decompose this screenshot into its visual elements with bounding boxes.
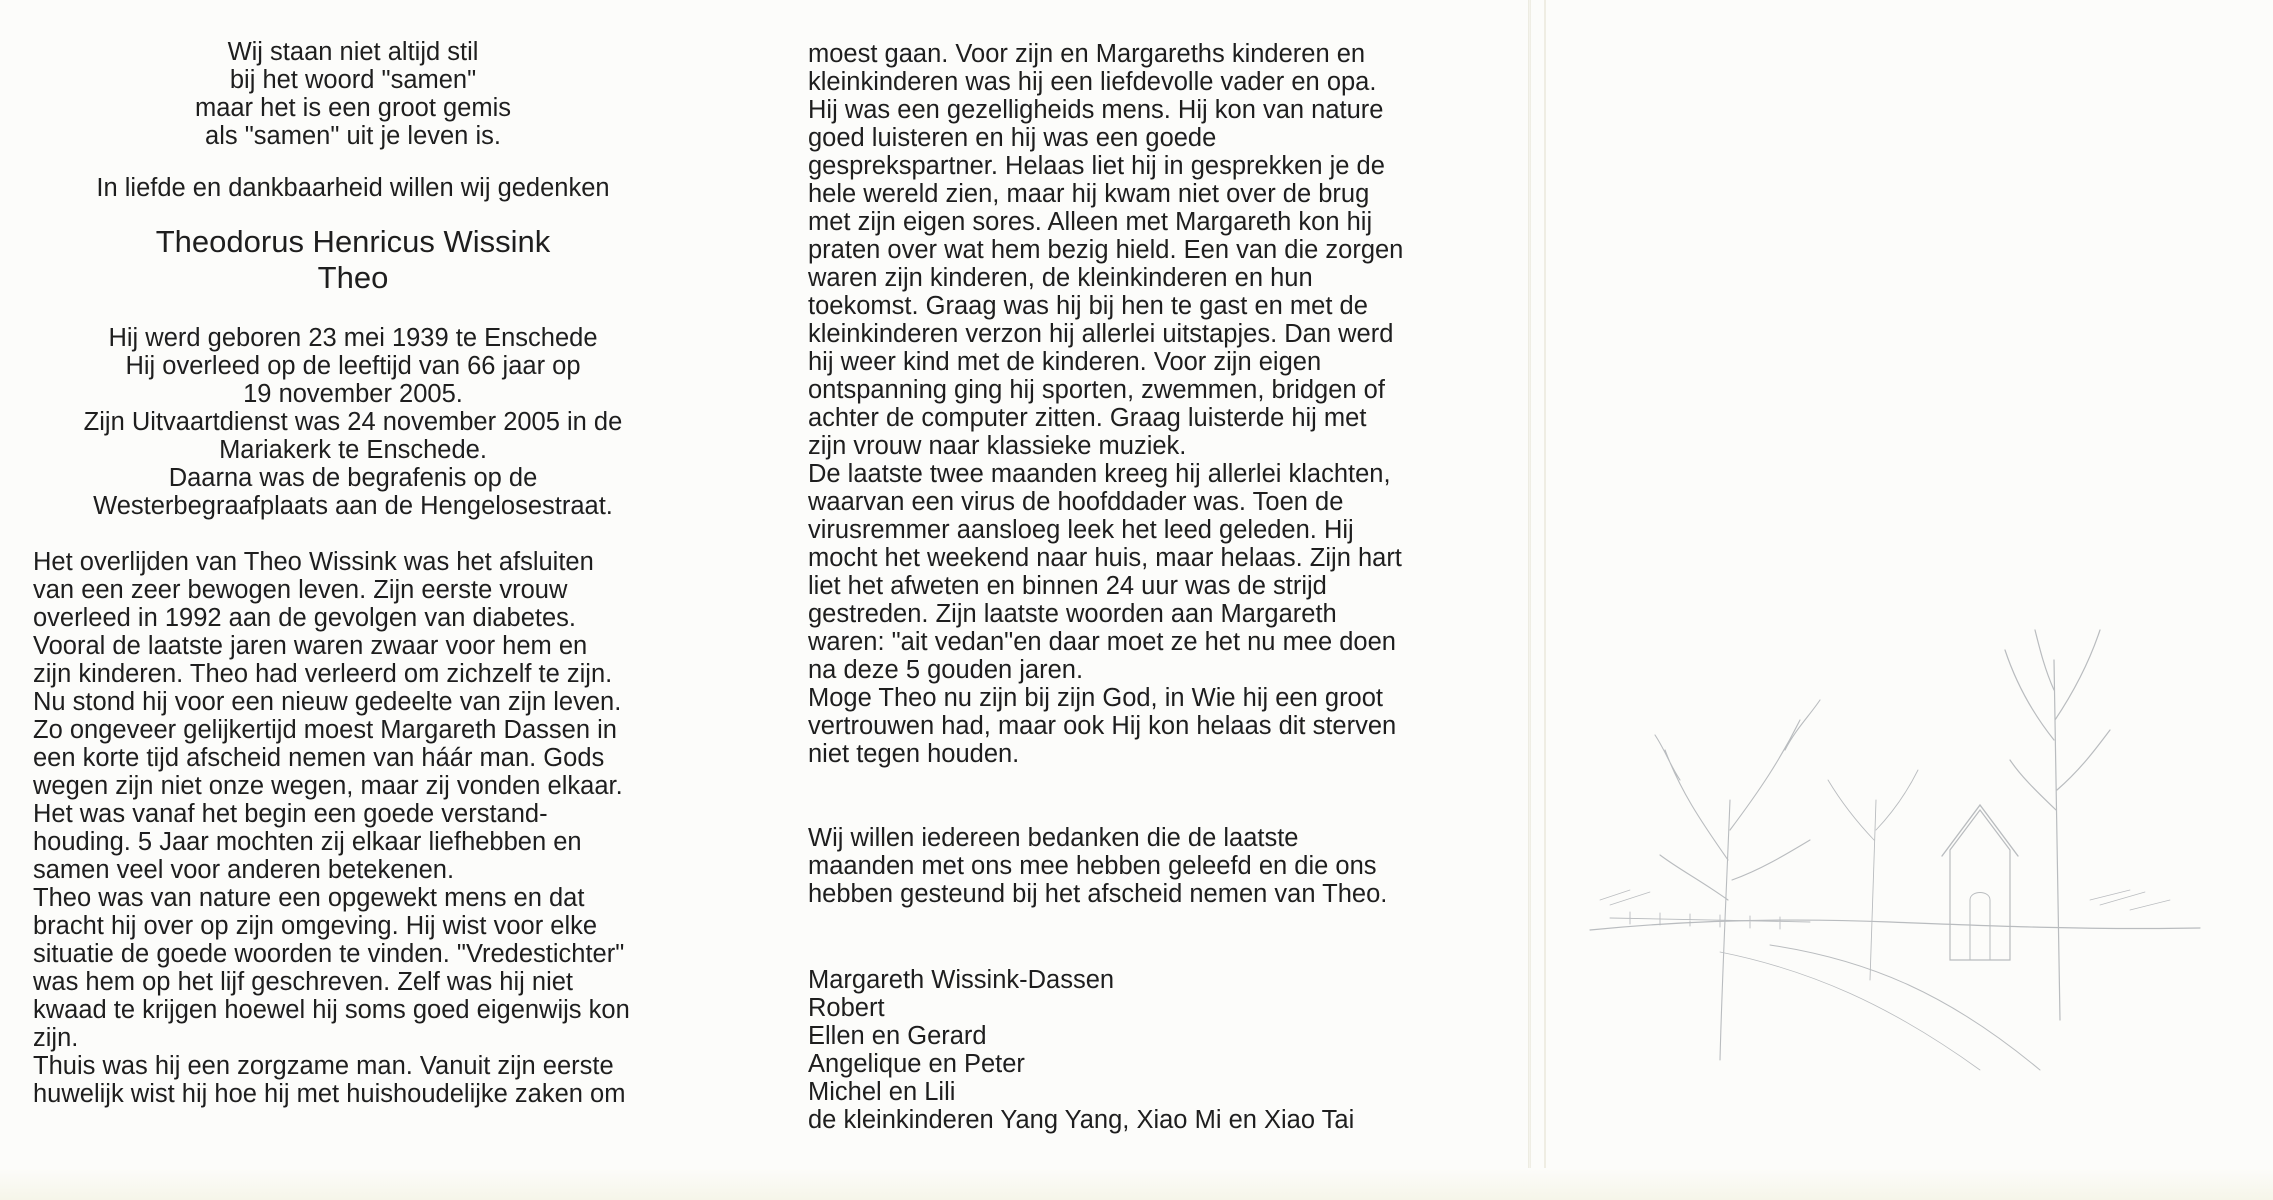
fact-line: Zijn Uitvaartdienst was 24 november 2005 in de bbox=[83, 408, 623, 436]
bio-line: Het overlijden van Theo Wissink was het afsluiten bbox=[33, 548, 594, 576]
bio-line: toekomst. Graag was hij bij hen te gast en met de bbox=[808, 292, 1368, 320]
bio-line: samen veel voor anderen betekenen. bbox=[33, 856, 455, 884]
bio-line: wegen zijn niet onze wegen, maar zij vonden elkaar. bbox=[33, 772, 623, 800]
fold-line-shadow bbox=[1544, 0, 1546, 1200]
bio-line: kleinkinderen was hij een liefdevolle vader en opa. bbox=[808, 68, 1377, 96]
family-member: Robert bbox=[808, 994, 885, 1022]
bio-line: was hem op het lijf geschreven. Zelf was hij niet bbox=[33, 968, 574, 996]
bio-line: liet het afweten en binnen 24 uur was de strijd bbox=[808, 572, 1327, 600]
bio-line: praten over wat hem bezig hield. Een van die zorgen bbox=[808, 236, 1404, 264]
thanks-line: Wij willen iedereen bedanken die de laatste bbox=[808, 824, 1299, 852]
sketch-chapel-door bbox=[1970, 893, 1990, 961]
thanks-line: maanden met ons mee hebben geleefd en die ons bbox=[808, 852, 1377, 880]
bio-line: zijn vrouw naar klassieke muziek. bbox=[808, 432, 1187, 460]
bio-line: zijn. bbox=[33, 1024, 79, 1052]
bio-line: bracht hij over op zijn omgeving. Hij wist voor elke bbox=[33, 912, 598, 940]
sketch-fence bbox=[1610, 912, 1810, 929]
sketch-hatching bbox=[1600, 890, 2170, 910]
bio-line: met zijn eigen sores. Alleen met Margareth kon hij bbox=[808, 208, 1373, 236]
bio-line: mocht het weekend naar huis, maar helaas. Zijn hart bbox=[808, 544, 1402, 572]
fold-line bbox=[1528, 0, 1531, 1200]
family-signatures bbox=[808, 966, 1448, 1134]
paper-edge bbox=[0, 1168, 2273, 1200]
bio-line: Thuis was hij een zorgzame man. Vanuit zijn eerste bbox=[33, 1052, 614, 1080]
bio-line: De laatste twee maanden kreeg hij allerlei klachten, bbox=[808, 460, 1391, 488]
bio-line: ontspanning ging hij sporten, zwemmen, bridgen of bbox=[808, 376, 1385, 404]
left-column bbox=[33, 38, 673, 1108]
bio-line: na deze 5 gouden jaren. bbox=[808, 656, 1084, 684]
deceased-name bbox=[33, 224, 673, 296]
bio-line: kwaad te krijgen hoewel hij soms goed eigenwijs kon bbox=[33, 996, 630, 1024]
bio-line: Vooral de laatste jaren waren zwaar voor hem en bbox=[33, 632, 588, 660]
bio-line: gesprekspartner. Helaas liet hij in gesprekken je de bbox=[808, 152, 1385, 180]
full-name: Theodorus Henricus Wissink bbox=[155, 224, 551, 259]
sketch-ground bbox=[1590, 920, 2200, 930]
sketch-path bbox=[1770, 945, 2040, 1070]
biography-left bbox=[33, 548, 673, 1108]
poem-line: als "samen" uit je leven is. bbox=[205, 122, 501, 150]
bio-line: waren zijn kinderen, de kleinkinderen en hun bbox=[808, 264, 1313, 292]
sketch-path bbox=[1720, 952, 1980, 1070]
bio-line: goed luisteren en hij was een goede bbox=[808, 124, 1217, 152]
bio-line: zijn kinderen. Theo had verleerd om zichzelf te zijn. bbox=[33, 660, 613, 688]
bio-line: virusremmer aansloeg leek het leed geleden. Hij bbox=[808, 516, 1354, 544]
bio-line: Moge Theo nu zijn bij zijn God, in Wie hij een groot bbox=[808, 684, 1384, 712]
bio-line: gestreden. Zijn laatste woorden aan Margareth bbox=[808, 600, 1337, 628]
sketch-tree bbox=[1655, 700, 1820, 1060]
bio-line: houding. 5 Jaar mochten zij elkaar liefhebben en bbox=[33, 828, 582, 856]
fact-line: Mariakerk te Enschede. bbox=[219, 436, 487, 464]
bio-line: overleed in 1992 aan de gevolgen van diabetes. bbox=[33, 604, 577, 632]
bio-line: situatie de goede woorden te vinden. "Vredestichter" bbox=[33, 940, 625, 968]
fact-line: Westerbegraafplaats aan de Hengelosestraat. bbox=[93, 492, 613, 520]
bio-line: moest gaan. Voor zijn en Margareths kinderen en bbox=[808, 40, 1366, 68]
bio-line: vertrouwen had, maar ook Hij kon helaas dit sterven bbox=[808, 712, 1397, 740]
poem-line: Wij staan niet altijd stil bbox=[227, 38, 479, 66]
bio-line: hele wereld zien, maar hij kwam niet over de brug bbox=[808, 180, 1370, 208]
bio-line: hij weer kind met de kinderen. Voor zijn eigen bbox=[808, 348, 1322, 376]
biography-right bbox=[808, 40, 1448, 768]
fact-line: 19 november 2005. bbox=[243, 380, 463, 408]
bio-line: waarvan een virus de hoofddader was. Toen de bbox=[808, 488, 1344, 516]
poem-line: maar het is een groot gemis bbox=[194, 94, 512, 122]
thanks-paragraph bbox=[808, 824, 1448, 908]
poem-line: bij het woord "samen" bbox=[229, 66, 477, 94]
intro-text: In liefde en dankbaarheid willen wij gedenken bbox=[96, 174, 610, 202]
sketch-chapel-roof bbox=[1942, 805, 2018, 856]
bio-line: niet tegen houden. bbox=[808, 740, 1020, 768]
sketch-tree bbox=[1828, 770, 1918, 980]
family-member: Angelique en Peter bbox=[808, 1050, 1025, 1078]
poem bbox=[33, 38, 673, 150]
bio-line: van een zeer bewogen leven. Zijn eerste vrouw bbox=[33, 576, 568, 604]
bio-line: kleinkinderen verzon hij allerlei uitstapjes. Dan werd bbox=[808, 320, 1394, 348]
bio-line: Hij was een gezelligheids mens. Hij kon van nature bbox=[808, 96, 1384, 124]
life-facts bbox=[33, 324, 673, 520]
family-member: de kleinkinderen Yang Yang, Xiao Mi en Xiao Tai bbox=[808, 1106, 1355, 1134]
family-member: Michel en Lili bbox=[808, 1078, 956, 1106]
fact-line: Daarna was de begrafenis op de bbox=[168, 464, 538, 492]
sketch-tree bbox=[2005, 630, 2110, 1020]
family-member: Ellen en Gerard bbox=[808, 1022, 987, 1050]
bio-line: Nu stond hij voor een nieuw gedeelte van zijn leven. bbox=[33, 688, 622, 716]
family-member: Margareth Wissink-Dassen bbox=[808, 966, 1115, 994]
fact-line: Hij werd geboren 23 mei 1939 te Enschede bbox=[108, 324, 598, 352]
bio-line: een korte tijd afscheid nemen van háár man. Gods bbox=[33, 744, 605, 772]
bio-line: achter de computer zitten. Graag luisterde hij met bbox=[808, 404, 1367, 432]
thanks-line: hebben gesteund bij het afscheid nemen van Theo. bbox=[808, 880, 1388, 908]
bio-line: Het was vanaf het begin een goede verstand- bbox=[33, 800, 548, 828]
bio-line: Zo ongeveer gelijkertijd moest Margareth Dassen in bbox=[33, 716, 617, 744]
middle-column bbox=[808, 40, 1448, 1134]
landscape-sketch bbox=[1570, 600, 2210, 1100]
bio-line: huwelijk wist hij hoe hij met huishoudelijke zaken om bbox=[33, 1080, 626, 1108]
bio-line: Theo was van nature een opgewekt mens en dat bbox=[33, 884, 585, 912]
nickname: Theo bbox=[317, 260, 389, 295]
bio-line: waren: "ait vedan"en daar moet ze het nu mee doen bbox=[808, 628, 1396, 656]
fact-line: Hij overleed op de leeftijd van 66 jaar op bbox=[125, 352, 581, 380]
